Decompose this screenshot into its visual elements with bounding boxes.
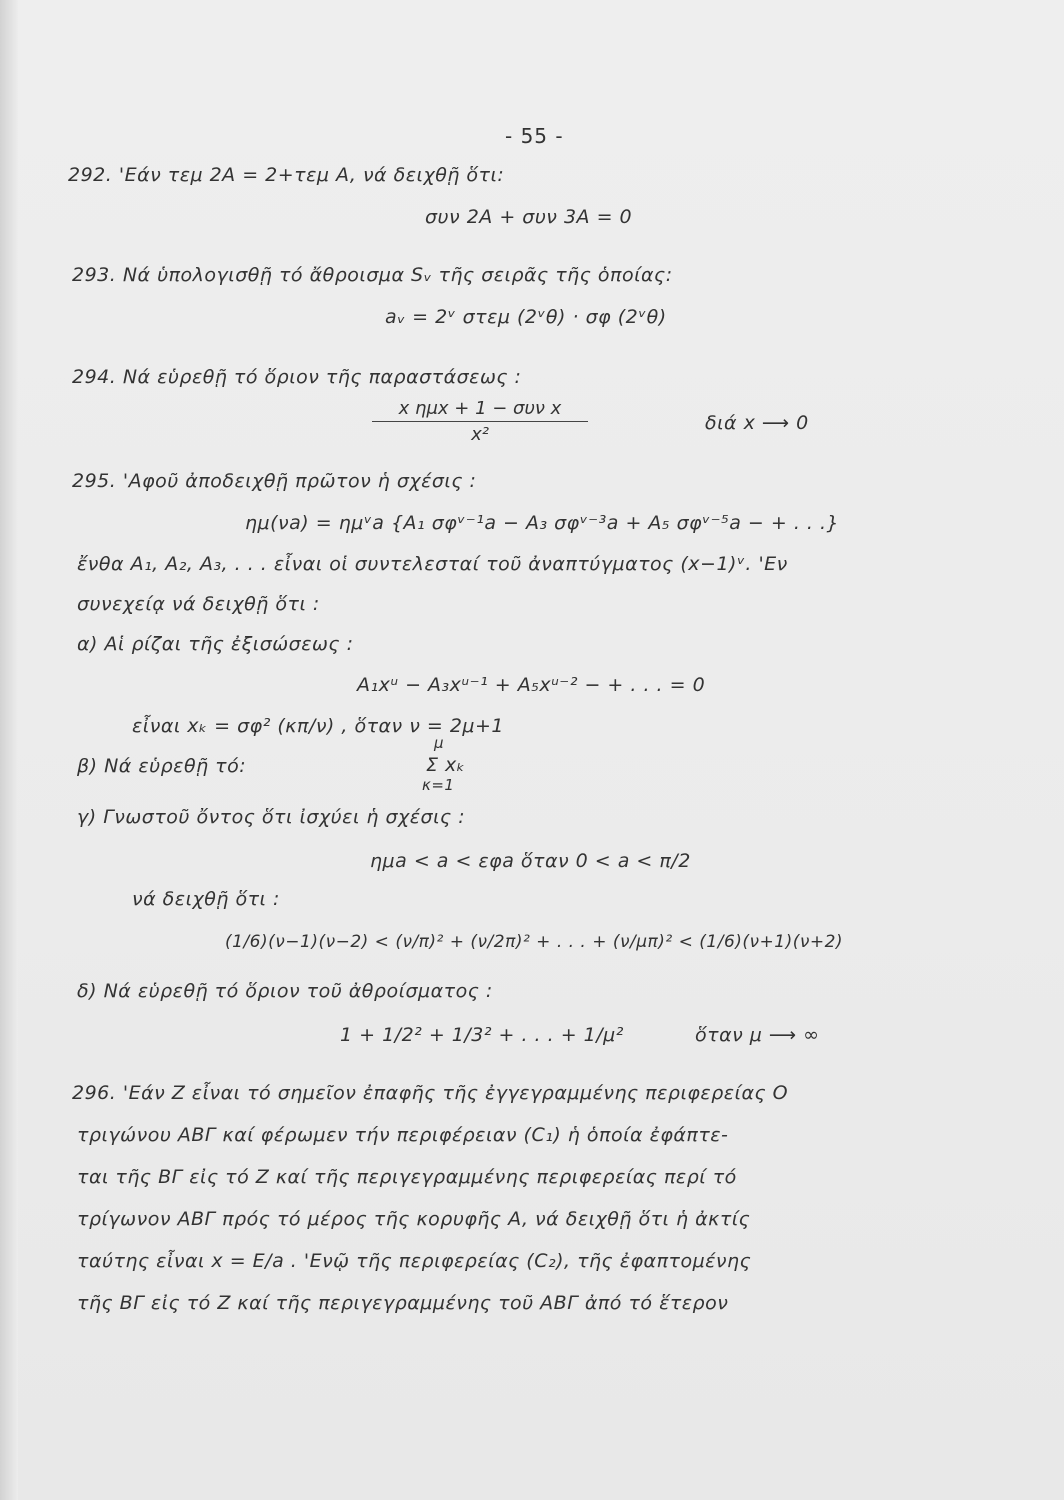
problem-295-part-b: β) Νά εὑρεθῇ τό: bbox=[77, 755, 247, 777]
problem-295-text-1: ἔνθα A₁, A₂, A₃, . . . εἶναι οἱ συντελεσταί τοῦ ἀναπτύγματος (x−1)ᵛ. 'Εν bbox=[77, 553, 788, 575]
problem-295-part-g-text: νά δειχθῇ ὅτι : bbox=[132, 888, 280, 910]
problem-295-part-g-equation: ημa < a < εφa ὅταν 0 < a < π/2 bbox=[370, 850, 691, 872]
problem-296-line-1: 296. 'Εάν Z εἶναι τό σημεῖον ἐπαφῆς τῆς ἐγγεγραμμένης περιφερείας O bbox=[72, 1082, 789, 1104]
problem-295-part-g-inequality: (1/6)(ν−1)(ν−2) < (ν/π)² + (ν/2π)² + . . . + (ν/μπ)² < (1/6)(ν+1)(ν+2) bbox=[225, 932, 844, 952]
problem-295-equation: ημ(νa) = ημᵛa {A₁ σφᵛ⁻¹a − A₃ σφᵛ⁻³a + A₅ σφᵛ⁻⁵a − + . . .} bbox=[245, 512, 840, 534]
problem-296-line-2: τριγώνου ΑΒΓ καί φέρωμεν τήν περιφέρειαν (C₁) ἡ ὁποία ἐφάπτε- bbox=[77, 1124, 729, 1146]
problem-295-text-2: συνεχείᾳ νά δειχθῇ ὅτι : bbox=[77, 593, 320, 615]
problem-294-limit: διά x ⟶ 0 bbox=[705, 412, 809, 434]
problem-293-intro: 293. Νά ὑπολογισθῇ τό ἄθροισμα Sᵥ τῆς σειρᾶς τῆς ὁποίας: bbox=[72, 264, 673, 286]
problem-295-part-a-equation: A₁xᵘ − A₃xᵘ⁻¹ + A₅xᵘ⁻² − + . . . = 0 bbox=[357, 674, 706, 696]
summation-symbol: Σ xₖ bbox=[426, 754, 466, 776]
problem-296-line-5: ταύτης εἶναι x = E/a . 'Ενῷ τῆς περιφερείας (C₂), τῆς ἐφαπτομένης bbox=[77, 1250, 752, 1272]
problem-296-line-6: τῆς ΒΓ εἰς τό Z καί τῆς περιγεγραμμένης τοῦ ΑΒΓ ἀπό τό ἕτερον bbox=[77, 1292, 729, 1314]
problem-295-part-d: δ) Νά εὑρεθῇ τό ὅριον τοῦ ἀθροίσματος : bbox=[77, 980, 493, 1002]
problem-295-intro: 295. 'Αφοῦ ἀποδειχθῇ πρῶτον ἡ σχέσις : bbox=[72, 470, 477, 492]
problem-293-equation: aᵥ = 2ᵛ στεμ (2ᵛθ) · σφ (2ᵛθ) bbox=[385, 306, 667, 328]
problem-295-part-a: α) Αἱ ρίζαι τῆς ἐξισώσεως : bbox=[77, 633, 354, 655]
problem-295-part-d-equation: 1 + 1/2² + 1/3² + . . . + 1/μ² bbox=[340, 1024, 624, 1046]
problem-294-intro: 294. Νά εὑρεθῇ τό ὅριον τῆς παραστάσεως : bbox=[72, 366, 522, 388]
problem-295-part-a-result: εἶναι xₖ = σφ² (κπ/ν) , ὅταν ν = 2μ+1 bbox=[132, 715, 505, 737]
page-number: - 55 - bbox=[505, 124, 564, 148]
summation-lower-limit: κ=1 bbox=[422, 776, 455, 794]
page-binding-shadow bbox=[0, 0, 18, 1500]
problem-292-equation: συν 2A + συν 3A = 0 bbox=[425, 206, 633, 228]
problem-295-part-d-limit: ὅταν μ ⟶ ∞ bbox=[695, 1024, 820, 1046]
fraction-denominator: x² bbox=[471, 424, 489, 445]
fraction-bar bbox=[372, 421, 588, 422]
problem-295-part-g: γ) Γνωστοῦ ὄντος ὅτι ἰσχύει ἡ σχέσις : bbox=[77, 806, 466, 828]
problem-292-intro: 292. 'Εάν τεμ 2A = 2+τεμ A, νά δειχθῇ ὅτι: bbox=[68, 164, 505, 186]
problem-296-line-3: ται τῆς ΒΓ εἰς τό Z καί τῆς περιγεγραμμένης περιφερείας περί τό bbox=[77, 1166, 737, 1188]
summation-upper-limit: μ bbox=[434, 734, 445, 752]
problem-296-line-4: τρίγωνον ΑΒΓ πρός τό μέρος τῆς κορυφῆς A, νά δειχθῇ ὅτι ἡ ἀκτίς bbox=[77, 1208, 751, 1230]
fraction-numerator: x ημx + 1 − συν x bbox=[398, 398, 562, 419]
problem-294-fraction bbox=[372, 398, 588, 445]
